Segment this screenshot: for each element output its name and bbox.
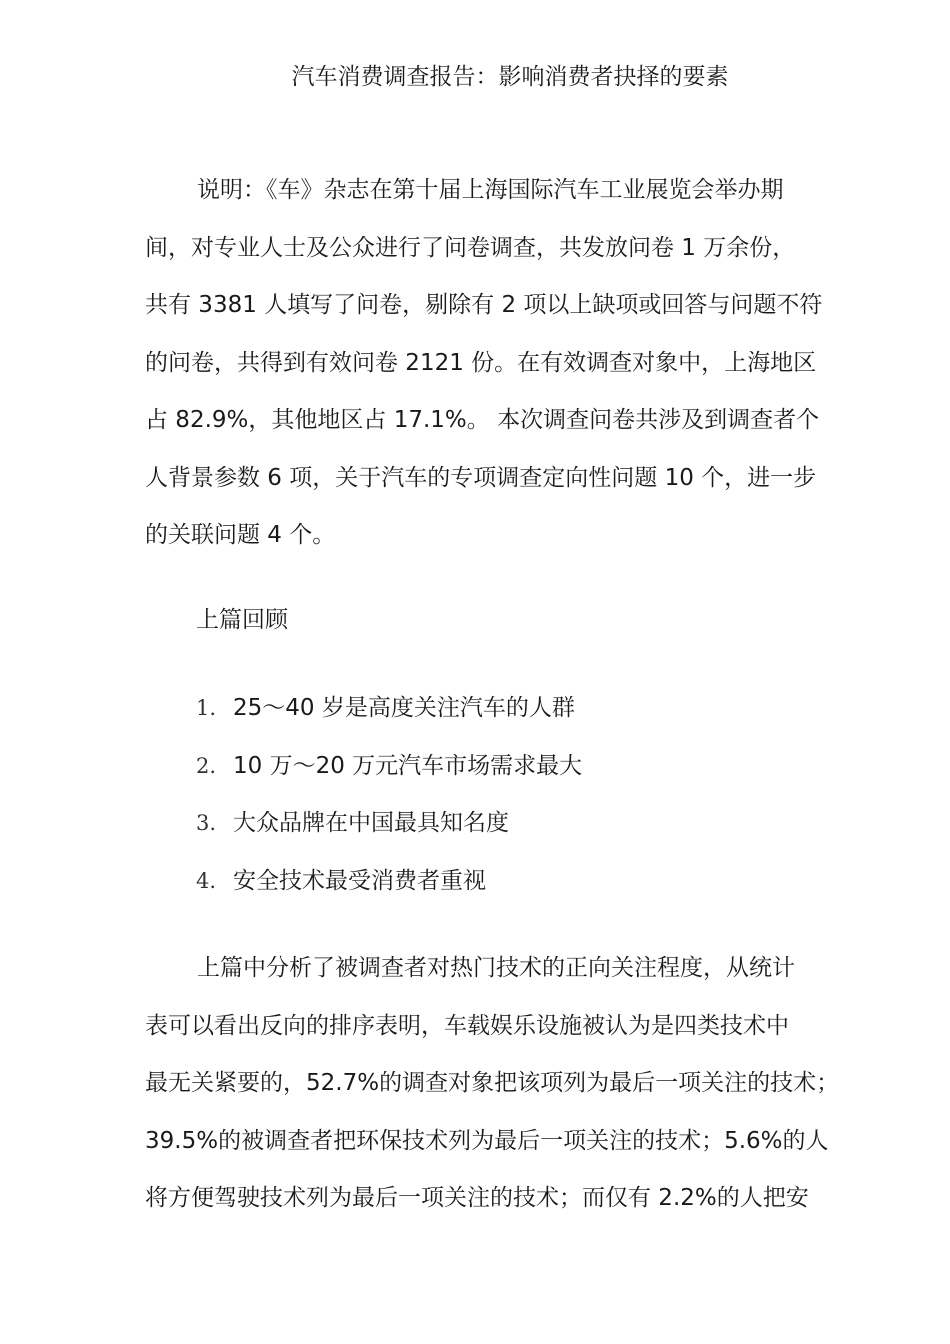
intro-line: 间，对专业人士及公众进行了问卷调查，共发放问卷 1 万余份， — [145, 234, 796, 261]
intro-line: 说明：《车》杂志在第十届上海国际汽车工业展览会举办期 — [197, 177, 784, 203]
intro-line: 人背景参数 6 项，关于汽车的专项调查定向性问题 10 个，进一步 — [145, 464, 817, 491]
page-title: 汽车消费调查报告：影响消费者抉择的要素 — [291, 64, 729, 90]
section-heading: 上篇回顾 — [196, 607, 288, 633]
analysis-line: 表可以看出反向的排序表明，车载娱乐设施被认为是四类技术中 — [145, 1012, 789, 1039]
list-item-number: 4. — [196, 868, 217, 893]
analysis-line: 39.5%的被调查者把环保技术列为最后一项关注的技术；5.6%的人 — [145, 1127, 829, 1154]
analysis-paragraph — [145, 940, 895, 1228]
review-list — [196, 690, 582, 920]
intro-line: 占 82.9%，其他地区占 17.1%。 本次调查问卷共涉及到调查者个 — [145, 407, 820, 433]
intro-paragraph — [145, 162, 895, 565]
list-item-number: 1. — [196, 696, 217, 720]
intro-line: 的问卷，共得到有效问卷 2121 份。在有效调查对象中，上海地区 — [145, 349, 817, 376]
analysis-line: 上篇中分析了被调查者对热门技术的正向关注程度，从统计 — [197, 955, 795, 981]
intro-line: 的关联问题 4 个。 — [145, 522, 336, 548]
list-item-text: 安全技术最受消费者重视 — [233, 867, 486, 894]
list-item-text: 10 万～20 万元汽车市场需求最大 — [233, 752, 583, 779]
intro-line: 共有 3381 人填写了问卷，剔除有 2 项以上缺项或回答与问题不符 — [145, 292, 823, 318]
list-item — [196, 690, 582, 748]
list-item — [196, 863, 582, 921]
list-item — [196, 805, 582, 863]
list-item-text: 大众品牌在中国最具知名度 — [233, 810, 509, 836]
list-item-number: 2. — [196, 753, 217, 778]
list-item-number: 3. — [196, 811, 217, 835]
list-item — [196, 748, 582, 806]
list-item-text: 25～40 岁是高度关注汽车的人群 — [233, 695, 575, 721]
analysis-line: 最无关紧要的，52.7%的调查对象把该项列为最后一项关注的技术； — [145, 1070, 840, 1096]
analysis-line: 将方便驾驶技术列为最后一项关注的技术；而仅有 2.2%的人把安 — [145, 1185, 809, 1211]
